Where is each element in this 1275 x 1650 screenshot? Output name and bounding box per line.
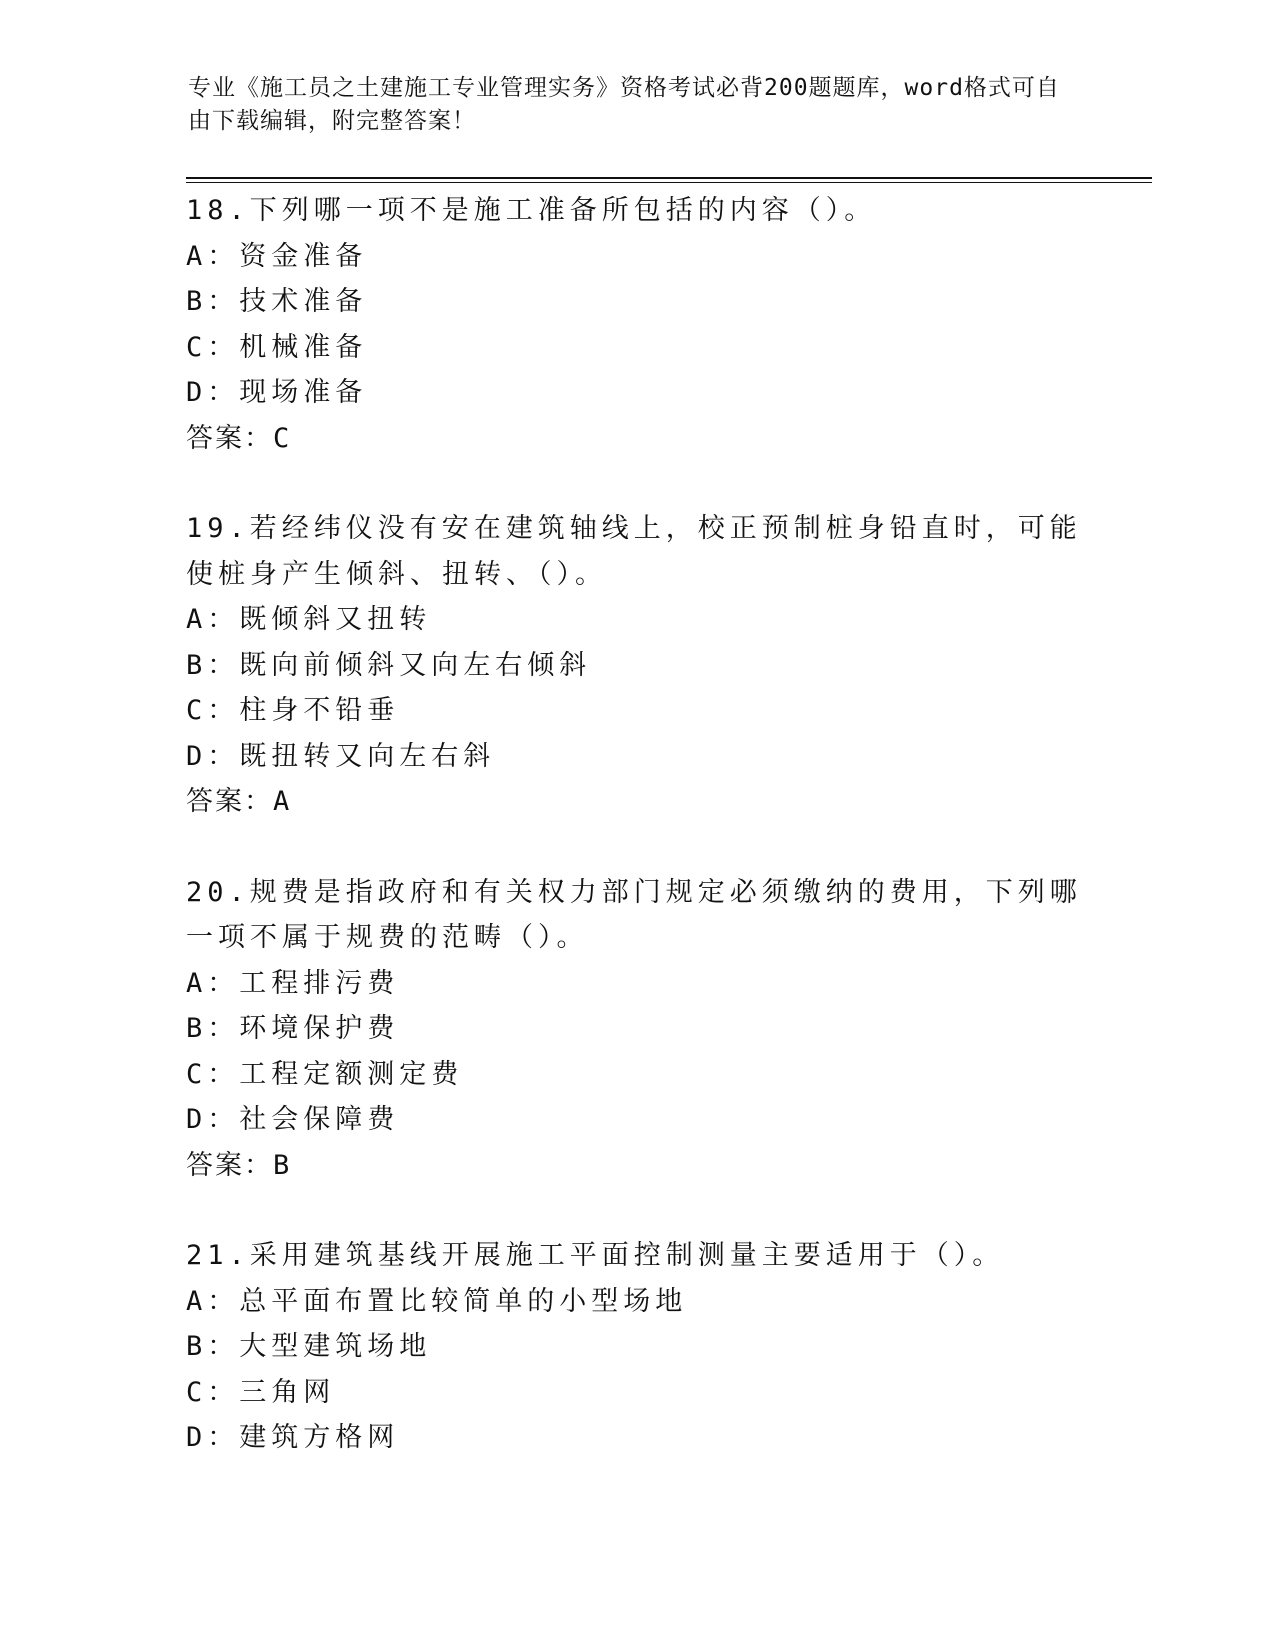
- answer-line: [186, 416, 1086, 462]
- question-stem: 19.若经纬仪没有安在建筑轴线上，校正预制桩身铅直时，可能使桩身产生倾斜、扭转、（）。: [186, 513, 1082, 590]
- question-stem: 18.下列哪一项不是施工准备所包括的内容（）。: [186, 195, 877, 226]
- option-b: B：环境保护费: [186, 1013, 400, 1044]
- option-c: C：机械准备: [186, 331, 368, 363]
- question-list: [186, 188, 1086, 1506]
- answer-label: 答案：: [186, 422, 273, 454]
- question-21: [186, 1233, 1086, 1461]
- option-a: A：既倾斜又扭转: [186, 604, 432, 635]
- option-d: D：现场准备: [186, 377, 368, 408]
- option-a: A：总平面布置比较简单的小型场地: [186, 1285, 688, 1317]
- option-b: B：既向前倾斜又向左右倾斜: [186, 649, 592, 681]
- question-18: [186, 188, 1086, 461]
- option-c: C：工程定额测定费: [186, 1058, 464, 1090]
- answer-label: 答案：: [186, 786, 273, 817]
- answer-value: C: [273, 422, 292, 454]
- answer-value: A: [273, 786, 292, 817]
- option-b: B：大型建筑场地: [186, 1331, 432, 1362]
- answer-line: [186, 1143, 1086, 1189]
- option-c: C：三角网: [186, 1376, 336, 1408]
- option-b: B：技术准备: [186, 286, 368, 317]
- option-d: D：建筑方格网: [186, 1422, 400, 1453]
- question-stem: 21.采用建筑基线开展施工平面控制测量主要适用于（）。: [186, 1240, 1005, 1271]
- answer-line: [186, 779, 1086, 825]
- document-header: 专业《施工员之土建施工专业管理实务》资格考试必背200题题库，word格式可自由下载编辑，附完整答案！: [188, 75, 1060, 134]
- header-divider-thin: [186, 182, 1152, 183]
- question-19: [186, 506, 1086, 825]
- answer-label: 答案：: [186, 1149, 273, 1181]
- header-divider-thick: [186, 177, 1152, 179]
- option-a: A：工程排污费: [186, 967, 400, 999]
- question-stem: 20.规费是指政府和有关权力部门规定必须缴纳的费用，下列哪一项不属于规费的范畴（）。: [186, 876, 1082, 953]
- option-d: D：既扭转又向左右斜: [186, 740, 496, 772]
- option-c: C：柱身不铅垂: [186, 695, 400, 726]
- option-a: A：资金准备: [186, 240, 368, 272]
- question-20: [186, 870, 1086, 1189]
- option-d: D：社会保障费: [186, 1104, 400, 1135]
- answer-value: B: [273, 1149, 292, 1181]
